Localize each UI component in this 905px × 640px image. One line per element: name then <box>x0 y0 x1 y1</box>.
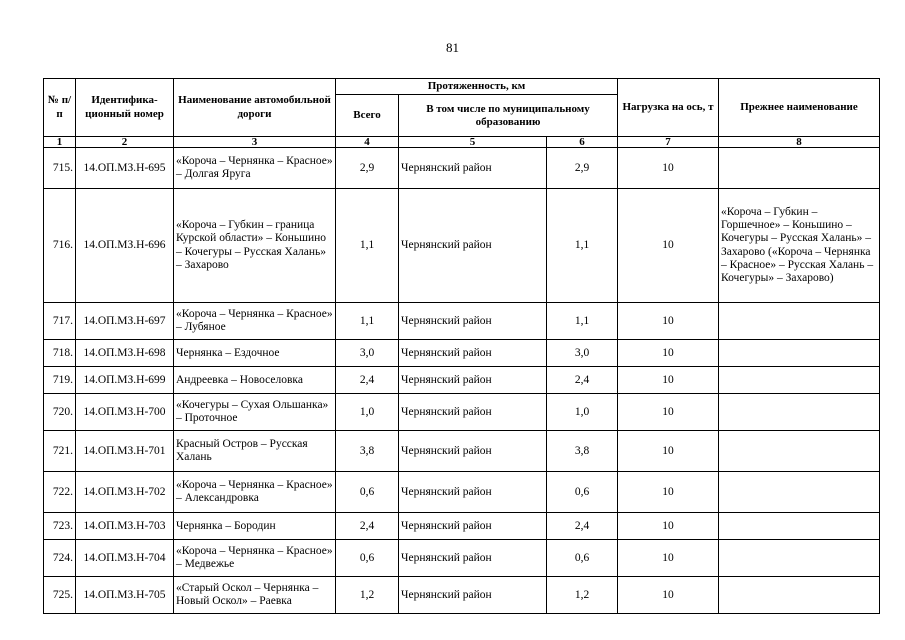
header-load: Нагрузка на ось, т <box>618 79 719 137</box>
former-name <box>719 431 880 472</box>
roads-table <box>43 78 880 614</box>
table-row <box>44 303 880 340</box>
district-name: Чернянский район <box>399 540 547 577</box>
header-name: Наименование автомобильной дороги <box>174 79 336 137</box>
district-length: 3,8 <box>547 431 618 472</box>
column-number: 1 <box>44 137 76 148</box>
length-total: 0,6 <box>336 540 399 577</box>
road-id: 14.ОП.МЗ.Н-705 <box>76 577 174 614</box>
column-number: 7 <box>618 137 719 148</box>
row-number: 717. <box>44 303 76 340</box>
header-former: Прежнее наименование <box>719 79 880 137</box>
axle-load: 10 <box>618 367 719 394</box>
table-row <box>44 540 880 577</box>
road-id: 14.ОП.МЗ.Н-704 <box>76 540 174 577</box>
table-row <box>44 431 880 472</box>
header-ident: Идентифика-ционный номер <box>76 79 174 137</box>
table-row <box>44 189 880 303</box>
length-total: 3,0 <box>336 340 399 367</box>
road-id: 14.ОП.МЗ.Н-703 <box>76 513 174 540</box>
district-name: Чернянский район <box>399 367 547 394</box>
district-length: 2,4 <box>547 513 618 540</box>
road-id: 14.ОП.МЗ.Н-701 <box>76 431 174 472</box>
axle-load: 10 <box>618 431 719 472</box>
row-number: 716. <box>44 189 76 303</box>
row-number: 715. <box>44 148 76 189</box>
axle-load: 10 <box>618 513 719 540</box>
former-name <box>719 472 880 513</box>
axle-load: 10 <box>618 189 719 303</box>
table-row <box>44 472 880 513</box>
length-total: 1,2 <box>336 577 399 614</box>
district-length: 0,6 <box>547 540 618 577</box>
length-total: 2,4 <box>336 367 399 394</box>
district-name: Чернянский район <box>399 340 547 367</box>
row-number: 719. <box>44 367 76 394</box>
column-number: 8 <box>719 137 880 148</box>
header-length-group: Протяженность, км <box>336 79 618 95</box>
table-row <box>44 148 880 189</box>
district-length: 2,9 <box>547 148 618 189</box>
table-row <box>44 577 880 614</box>
axle-load: 10 <box>618 577 719 614</box>
column-number: 3 <box>174 137 336 148</box>
axle-load: 10 <box>618 148 719 189</box>
length-total: 1,1 <box>336 189 399 303</box>
district-length: 1,0 <box>547 394 618 431</box>
length-total: 2,9 <box>336 148 399 189</box>
column-number: 6 <box>547 137 618 148</box>
road-name: Красный Остров – Русская Халань <box>174 431 336 472</box>
row-number: 724. <box>44 540 76 577</box>
former-name <box>719 148 880 189</box>
road-id: 14.ОП.МЗ.Н-695 <box>76 148 174 189</box>
length-total: 0,6 <box>336 472 399 513</box>
road-id: 14.ОП.МЗ.Н-696 <box>76 189 174 303</box>
district-length: 1,1 <box>547 303 618 340</box>
length-total: 2,4 <box>336 513 399 540</box>
road-name: «Короча – Чернянка – Красное» – Медвежье <box>174 540 336 577</box>
district-name: Чернянский район <box>399 189 547 303</box>
road-id: 14.ОП.МЗ.Н-700 <box>76 394 174 431</box>
road-name: «Короча – Губкин – граница Курской области» – Коньшино – Кочегуры – Русская Халань» – Захарово <box>174 189 336 303</box>
column-number-row <box>44 137 880 148</box>
former-name <box>719 577 880 614</box>
former-name <box>719 394 880 431</box>
road-name: Чернянка – Бородин <box>174 513 336 540</box>
road-id: 14.ОП.МЗ.Н-699 <box>76 367 174 394</box>
road-name: Чернянка – Ездочное <box>174 340 336 367</box>
former-name <box>719 367 880 394</box>
district-name: Чернянский район <box>399 513 547 540</box>
road-id: 14.ОП.МЗ.Н-698 <box>76 340 174 367</box>
district-length: 3,0 <box>547 340 618 367</box>
table-row <box>44 513 880 540</box>
row-number: 722. <box>44 472 76 513</box>
row-number: 721. <box>44 431 76 472</box>
length-total: 1,1 <box>336 303 399 340</box>
former-name <box>719 303 880 340</box>
former-name <box>719 513 880 540</box>
table-body <box>44 148 880 614</box>
district-length: 1,1 <box>547 189 618 303</box>
row-number: 723. <box>44 513 76 540</box>
district-name: Чернянский район <box>399 472 547 513</box>
header-municipal: В том числе по муниципальному образованию <box>399 95 618 137</box>
table-row <box>44 394 880 431</box>
road-name: «Короча – Чернянка – Красное» – Долгая Яруга <box>174 148 336 189</box>
row-number: 725. <box>44 577 76 614</box>
axle-load: 10 <box>618 340 719 367</box>
road-name: «Старый Оскол – Чернянка – Новый Оскол» – Раевка <box>174 577 336 614</box>
column-number: 2 <box>76 137 174 148</box>
header-num: № п/п <box>44 79 76 137</box>
road-id: 14.ОП.МЗ.Н-697 <box>76 303 174 340</box>
road-name: «Короча – Чернянка – Красное» – Александровка <box>174 472 336 513</box>
district-length: 2,4 <box>547 367 618 394</box>
district-name: Чернянский район <box>399 303 547 340</box>
district-name: Чернянский район <box>399 577 547 614</box>
axle-load: 10 <box>618 394 719 431</box>
former-name <box>719 540 880 577</box>
header-total: Всего <box>336 95 399 137</box>
row-number: 720. <box>44 394 76 431</box>
district-name: Чернянский район <box>399 148 547 189</box>
former-name: «Короча – Губкин – Горшечное» – Коньшино – Кочегуры – Русская Халань» – Захарово («Короча – Чернянка – Красное» – Русская Халань – Кочегуры» – Захарово) <box>719 189 880 303</box>
column-number: 5 <box>399 137 547 148</box>
axle-load: 10 <box>618 472 719 513</box>
column-number: 4 <box>336 137 399 148</box>
road-id: 14.ОП.МЗ.Н-702 <box>76 472 174 513</box>
table-row <box>44 340 880 367</box>
row-number: 718. <box>44 340 76 367</box>
page-number: 81 <box>446 40 459 55</box>
district-name: Чернянский район <box>399 431 547 472</box>
district-name: Чернянский район <box>399 394 547 431</box>
length-total: 3,8 <box>336 431 399 472</box>
table-row <box>44 367 880 394</box>
road-name: Андреевка – Новоселовка <box>174 367 336 394</box>
road-name: «Короча – Чернянка – Красное» – Лубяное <box>174 303 336 340</box>
axle-load: 10 <box>618 303 719 340</box>
district-length: 0,6 <box>547 472 618 513</box>
road-name: «Кочегуры – Сухая Ольшанка» – Проточное <box>174 394 336 431</box>
length-total: 1,0 <box>336 394 399 431</box>
axle-load: 10 <box>618 540 719 577</box>
former-name <box>719 340 880 367</box>
district-length: 1,2 <box>547 577 618 614</box>
